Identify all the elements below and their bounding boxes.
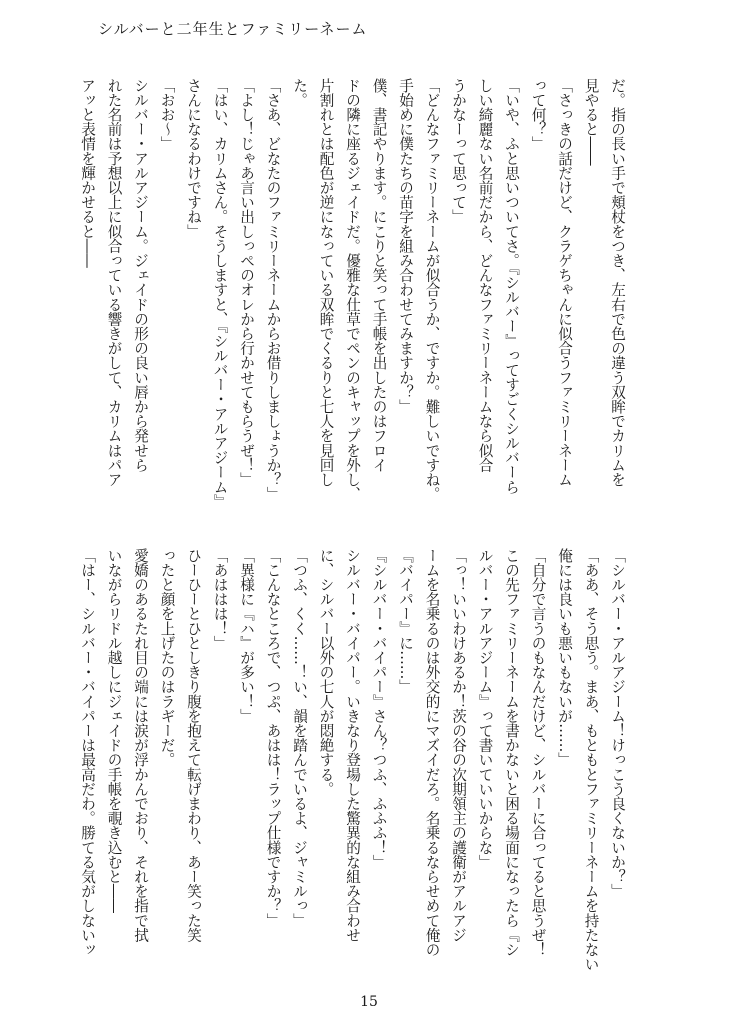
text-line: 「はい、カリムさん。そうしますと、『シルバー・アルアジーム』	[211, 78, 229, 509]
text-line: って何？」	[529, 78, 547, 151]
text-line: アッと表情を輝かせると――	[79, 78, 96, 268]
text-line: 「シルバー・アルアジーム！けっこう良くないか？」	[609, 548, 626, 899]
text-line: 「つふ、くく……！い、韻を踏んでいるよ、ジャミルっ」	[291, 548, 308, 928]
page-number: 15	[360, 994, 378, 1010]
text-line: 手始めに僕たちの苗字を組み合わせてみますか？」	[397, 78, 414, 414]
text-line: ひーひーとひとしきり腹を抱えて転げまわり、あー笑った笑	[185, 548, 202, 943]
text-line: に、シルバー以外の七人が悶絶する。	[317, 548, 335, 797]
text-line: 「どんなファミリーネームが似合うか、ですか。難しいですね。	[423, 78, 441, 502]
text-line: 片割れとは配色が逆になっている双眸でくるりと七人を見回し	[317, 78, 335, 487]
text-line: ルバー・アルアジーム』って書いていいからな」	[476, 548, 494, 870]
text-line: 僕、書記やります。にこりと笑って手帳を出したのはフロイ	[370, 78, 388, 473]
text-line: 「ああ、そう思う。まあ、もともとファミリーネームを持たない	[582, 548, 600, 972]
text-line: この先ファミリーネームを書かないと困る場面になったら『シ	[503, 548, 520, 957]
text-line: 「さっきの話だけど、クラゲちゃんに似合うファミリーネーム	[556, 78, 573, 487]
text-line: 「こんなところで、つぷ、あはは！ラップ仕様ですか？」	[264, 548, 282, 928]
text-line: うかなーって思って」	[450, 78, 467, 224]
text-line: さんになるわけですね」	[185, 78, 202, 239]
text-line: 「さあ、どなたのファミリーネームからお借りしましょうか？」	[264, 78, 282, 502]
text-line: ドの隣に座るジェイドだ。優雅な仕草でペンのキャップを外し、	[344, 78, 361, 502]
text-line: 「っ！いいわけあるか！茨の谷の次期領主の護衛がアルアジ	[450, 548, 467, 943]
text-line: シルバー・アルアジーム。ジェイドの形の良い唇から発せら	[132, 78, 149, 473]
text-line: 「自分で言うのもなんだけど、シルバーに合ってると思うぜ！	[529, 548, 547, 957]
text-line: シルバー・バイパー。いきなり登場した驚異的な組み合わせ	[344, 548, 361, 943]
text-line: 『バイパー』に……」	[397, 548, 414, 694]
text-line: いながらリドル越しにジェイドの手帳を覗き込むと――	[105, 548, 123, 913]
text-line: 愛嬌のあるたれ目の端には涙が浮かんでおり、それを指で拭	[132, 548, 149, 943]
text-line: 『シルバー・バイパー』さん？つふ、ふふふ！」	[370, 548, 388, 870]
running-header: シルバーと二年生とファミリーネーム	[98, 20, 368, 38]
text-line: しい綺麗ない名前だから、どんなファミリーネームなら似合	[476, 78, 494, 473]
text-line: 「異様に『ハ』が多い！」	[238, 548, 255, 724]
text-block-lower	[74, 548, 631, 978]
text-line: 俺には良いも悪いもないが……」	[556, 548, 573, 767]
text-line: た。	[291, 78, 308, 108]
text-line: 「おお～」	[158, 78, 176, 151]
text-line: れた名前は予想以上に似合っている響きがして、カリムはパア	[105, 78, 123, 487]
text-block-upper	[74, 78, 631, 508]
text-line: 「いや、ふと思いついてさ。『シルバー』ってすごくシルバーら	[503, 78, 520, 495]
text-line: 「あははは！」	[211, 548, 229, 651]
text-line: ームを名乗るのは外交的にマズイだろ。名乗るならせめて俺の	[423, 548, 441, 957]
text-line: だ。指の長い手で頬杖をつき、左右で色の違う双眸でカリムを	[609, 78, 626, 487]
text-line: 「よし！じゃあ言い出しっぺのオレから行かせてもらうぜ！」	[238, 78, 255, 487]
text-line: 見やると――	[582, 78, 600, 166]
text-line: ったと顔を上げたのはラギーだ。	[158, 548, 176, 767]
text-line: 「はー、シルバー・バイパーは最高だわ。勝てる気がしないッ	[79, 548, 96, 957]
